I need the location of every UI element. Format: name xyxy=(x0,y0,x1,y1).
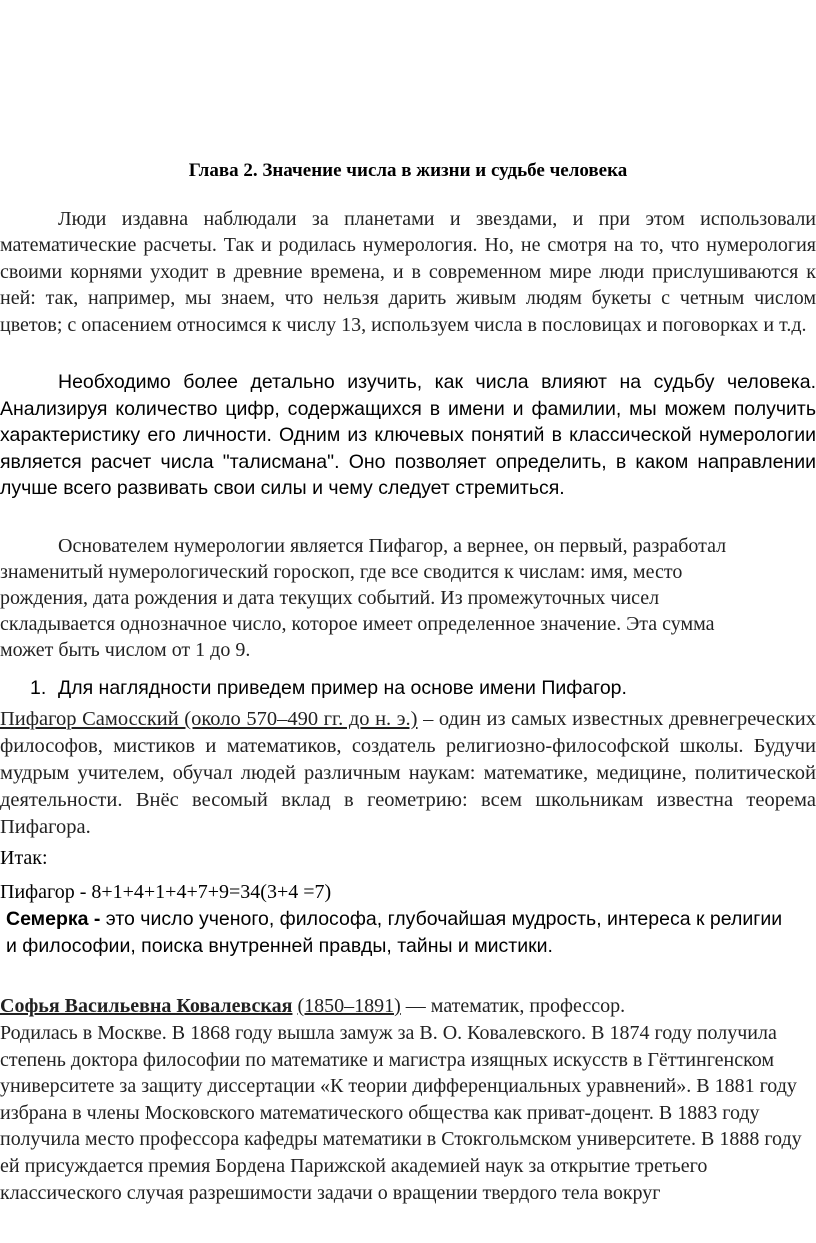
list-item-example xyxy=(30,674,627,702)
paragraph-text: – один из самых известных древнегреческих философов, мистиков и математиков, создатель религиозно-философской школы. Будучи мудрым учителем, обучал людей различным наукам: математике, медицине, политической деятельности. Внёс весомый вклад в геометрию: всем школьникам известна теорема Пифагора. xyxy=(0,708,816,838)
kovalevskaya-name-link[interactable]: Софья Васильевна Ковалевская xyxy=(0,995,293,1017)
paragraph-text: Необходимо более детально изучить, как числа влияют на судьбу человека. Анализируя количество цифр, содержащихся в имени и фамилии, мы можем получить характеристику его личности. Одним из ключевых понятий в классической нумерологии является расчет числа "талисмана". Оно позволяет определить, в каком направлении лучше всего развивать свои силы и чему следует стремиться. xyxy=(0,371,816,499)
kovalevskaya-dash-text: — математик, профессор. xyxy=(400,995,626,1017)
paragraph-kovalevskaya-bio: Родилась в Москве. В 1868 году вышла замуж за В. О. Ковалевского. В 1874 году получила степень доктора философии по математике и магистра изящных искусств в Гёттингенском университете за защиту диссертации «К теории дифференциальных уравнений». В 1881 году избрана в члены Московского математического общества как приват-доцент. В 1883 году получила место профессора кафедры математики в Стокгольмском университете. В 1888 году ей присуждается премия Бордена Парижской академией наук за открытие третьего классического случая разрешимости задачи о вращении твердого тела вокруг xyxy=(0,1022,802,1204)
itak-label: Итак: xyxy=(0,847,48,869)
paragraph-seven-meaning xyxy=(6,906,786,959)
paragraph-pythagoras-bio xyxy=(0,706,816,841)
paragraph-numerology-history xyxy=(0,206,816,338)
pythagoras-link[interactable]: Пифагор Самосский (около 570–490 гг. до н. э.) xyxy=(0,708,418,730)
paragraph-kovalevskaya-heading xyxy=(0,993,816,1019)
paragraph-text: Люди издавна наблюдали за планетами и звездами, и при этом использовали математические расчеты. Так и родилась нумерология. Но, не смотря на то, что нумерология своими корнями уходит в древние времена, и в современном мире люди прислушиваются к ней: так, например, мы знаем, что нельзя дарить живым людям букеты с четным числом цветов; с опасением относимся к числу 13, используем числа в пословицах и поговорках и т.д. xyxy=(0,208,816,336)
paragraph-pythagoras-founder xyxy=(0,533,760,663)
formula-line: Пифагор - 8+1+4+1+4+7+9=34(3+4 =7) xyxy=(0,881,332,903)
kovalevskaya-years-link[interactable]: (1850–1891) xyxy=(297,995,401,1017)
paragraph-number-influence xyxy=(0,369,816,502)
seven-label: Семерка - xyxy=(6,908,101,930)
list-number: 1. xyxy=(30,677,47,699)
list-item-text: Для наглядности приведем пример на основе имени Пифагор. xyxy=(58,677,627,699)
paragraph-text: Основателем нумерологии является Пифагор, а вернее, он первый, разработал знаменитый нумерологический гороскоп, где все сводится к числам: имя, место рождения, дата рождения и дата текущих событий. Из промежуточных чисел складывается однозначное число, которое имеет определенное значение. Эта сумма может быть числом от 1 до 9. xyxy=(0,535,727,661)
chapter-title: Глава 2. Значение числа в жизни и судьбе человека xyxy=(188,160,628,181)
paragraph-text: это число ученого, философа, глубочайшая мудрость, интереса к религии и философии, поиска внутренней правды, тайны и мистики. xyxy=(6,908,783,957)
